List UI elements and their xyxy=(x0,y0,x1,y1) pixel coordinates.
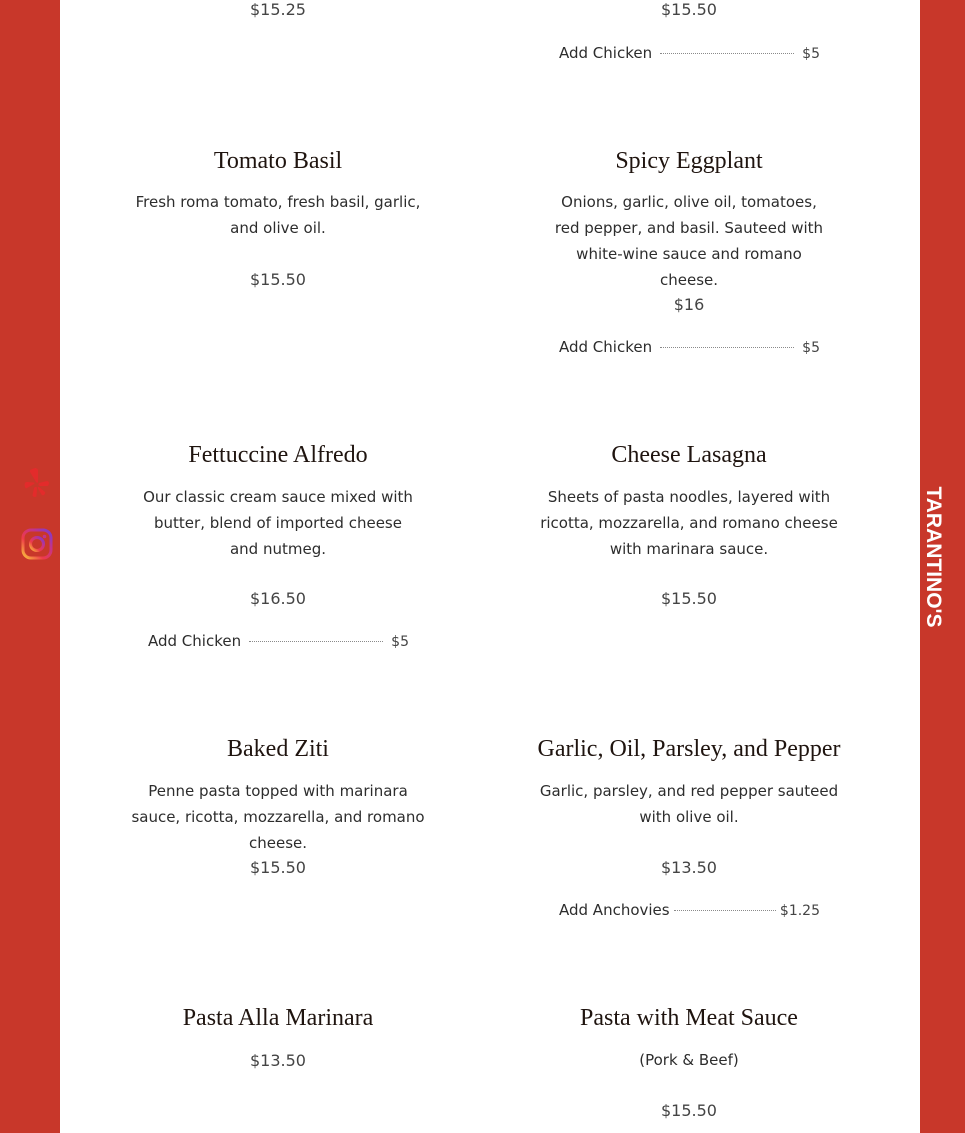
dot-leader xyxy=(660,53,794,54)
menu-item-pasta-marinara xyxy=(118,1003,438,1093)
item-price: $13.50 xyxy=(661,858,717,877)
dot-leader xyxy=(660,347,794,348)
item-title: Fettuccine Alfredo xyxy=(188,442,368,468)
addon-row xyxy=(559,901,820,919)
menu-item-meat-sauce xyxy=(529,1003,849,1131)
menu-item-spicy-eggplant xyxy=(529,146,849,316)
yelp-icon[interactable] xyxy=(21,466,53,498)
item-title: Baked Ziti xyxy=(227,736,329,762)
addon-price: $5 xyxy=(391,634,409,650)
dot-leader xyxy=(249,641,383,642)
addon-label: Add Chicken xyxy=(148,632,242,650)
addon-label: Add Chicken xyxy=(559,338,653,356)
addon-row xyxy=(559,44,820,62)
item-price: $16.50 xyxy=(250,589,306,608)
addon-price: $1.25 xyxy=(779,903,820,919)
item-description: Penne pasta topped with marinara sauce, ricotta, mozzarella, and romano cheese. xyxy=(131,782,425,852)
item-title: Garlic, Oil, Parsley, and Pepper xyxy=(537,736,841,762)
menu-item-garlic-oil xyxy=(529,734,849,884)
item-price: $16 xyxy=(673,295,705,314)
item-description: Garlic, parsley, and red pepper sauteed with olive oil. xyxy=(539,782,839,826)
item-title: Pasta with Meat Sauce xyxy=(580,1005,798,1031)
item-price: $15.50 xyxy=(250,858,306,877)
item-title: Spicy Eggplant xyxy=(615,148,763,174)
menu-item-cheese-lasagna xyxy=(529,440,849,620)
item-price: $13.50 xyxy=(250,1051,306,1070)
dot-leader xyxy=(674,910,776,911)
addon-label: Add Anchovies xyxy=(559,901,670,919)
item-price: $15.25 xyxy=(250,0,306,19)
brand-logo[interactable]: TARANTINO'S xyxy=(922,486,945,628)
instagram-icon[interactable] xyxy=(21,528,53,560)
menu-item-baked-ziti xyxy=(118,734,438,884)
menu-item-tomato-basil xyxy=(118,146,438,296)
item-price: $15.50 xyxy=(661,0,717,19)
item-title: Pasta Alla Marinara xyxy=(182,1005,374,1031)
item-price: $15.50 xyxy=(250,270,306,289)
addon-price: $5 xyxy=(802,340,820,356)
item-description: Sheets of pasta noodles, layered with ricotta, mozzarella, and romano cheese with marinara sauce. xyxy=(540,488,838,558)
left-rail xyxy=(0,0,60,1133)
item-description: Our classic cream sauce mixed with butter, blend of imported cheese and nutmeg. xyxy=(143,488,413,558)
item-price: $15.50 xyxy=(661,589,717,608)
item-price: $15.50 xyxy=(661,1101,717,1120)
addon-row xyxy=(148,632,409,650)
item-description: Onions, garlic, olive oil, tomatoes, red pepper, and basil. Sauteed with white-wine sauce and romano cheese. xyxy=(554,193,824,289)
addon-label: Add Chicken xyxy=(559,44,653,62)
item-title: Tomato Basil xyxy=(213,148,343,174)
addon-price: $5 xyxy=(802,46,820,62)
menu-item-fettuccine-alfredo xyxy=(118,440,438,620)
item-description: (Pork & Beef) xyxy=(639,1051,739,1069)
addon-row xyxy=(559,338,820,356)
item-description: Fresh roma tomato, fresh basil, garlic, and olive oil. xyxy=(135,193,421,237)
menu-item-top-left xyxy=(118,0,438,40)
item-title: Cheese Lasagna xyxy=(611,442,767,468)
